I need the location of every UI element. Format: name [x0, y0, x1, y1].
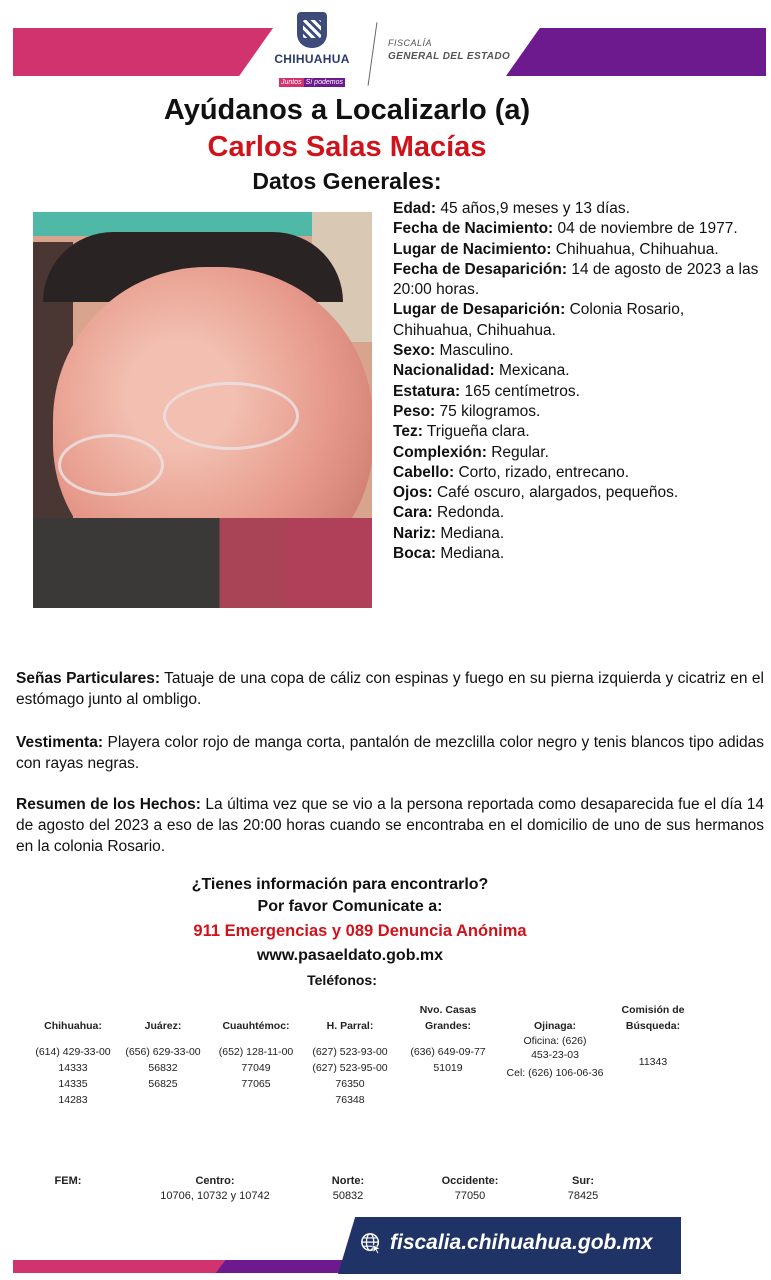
- fem-header: Occidente:: [441, 1175, 499, 1187]
- detail-label: Edad:: [393, 200, 437, 217]
- phone-value: (656) 629-33-00: [125, 1046, 201, 1058]
- shield-icon: [297, 12, 327, 48]
- phone-value: 14335: [58, 1078, 88, 1090]
- column-header: Juárez:: [144, 1020, 182, 1032]
- detail-value: Colonia Rosario, Chihuahua, Chihuahua.: [393, 301, 685, 339]
- logo-name: CHIHUAHUA: [274, 52, 350, 66]
- detail-value: 14 de agosto de 2023 a las 20:00 horas.: [393, 260, 759, 299]
- detail-value: 165 centímetros.: [464, 382, 580, 400]
- contact-question: ¿Tienes información para encontrarlo?: [191, 876, 489, 893]
- column-header: Ojinaga:: [533, 1020, 576, 1032]
- detail-row: [393, 463, 761, 483]
- detail-value: Chihuahua, Chihuahua.: [555, 240, 719, 258]
- detail-value: Redonda.: [436, 504, 505, 522]
- detail-label: Tez:: [393, 423, 423, 441]
- chihuahua-logo: [272, 12, 352, 90]
- fem-header: Sur:: [572, 1175, 594, 1187]
- footer-pink-bar: [13, 1260, 225, 1273]
- detail-label: Ojos:: [393, 484, 433, 502]
- fem-column-occidente: [410, 1174, 530, 1204]
- detail-label: Boca:: [393, 545, 437, 563]
- phone-value: 11343: [638, 1056, 668, 1068]
- slogan-part-1: Juntos: [281, 79, 302, 86]
- fem-column-norte: [288, 1174, 408, 1204]
- detail-row: [393, 341, 761, 361]
- detail-value: Mexicana.: [498, 362, 570, 380]
- detail-row: [393, 240, 761, 260]
- phone-value: (614) 429-33-00: [35, 1046, 111, 1058]
- clothing: [16, 732, 764, 774]
- detail-label: Fecha de Desaparición:: [393, 260, 568, 278]
- detail-row: [393, 219, 761, 239]
- detail-row: [393, 483, 761, 503]
- paragraph-text: La última vez que se vio a la persona reportada como desaparecida fue el día 14 de agosto del 2023 a eso de las 20:00 horas cuando se encontraba en el domicilio de uno de sus hermanos en la colonia Rosario.: [16, 796, 764, 855]
- phone-value: (652) 128-11-00: [218, 1046, 294, 1058]
- detail-row: [393, 260, 761, 301]
- detail-label: Fecha de Nacimiento:: [393, 220, 554, 238]
- phone-value: 14283: [58, 1094, 88, 1106]
- paragraph-label: Vestimenta:: [16, 734, 104, 751]
- fem-header: Centro:: [195, 1175, 235, 1187]
- contact-please: Por favor Comunicate a:: [257, 898, 443, 915]
- phone-value: 77049: [241, 1062, 271, 1074]
- phone-value: 56832: [148, 1062, 178, 1074]
- phone-value: (627) 523-95-00: [312, 1062, 388, 1074]
- detail-value: 75 kilogramos.: [439, 402, 541, 420]
- slogan-part-2: Sí podemos: [305, 79, 343, 86]
- paragraph-text: Tatuaje de una copa de cáliz con espinas y fuego en su pierna izquierda y cicatriz en el estómago junto al ombligo.: [16, 670, 764, 708]
- phone-value: Oficina: (626) 453-23-03: [523, 1035, 587, 1061]
- detail-row: [393, 199, 761, 219]
- phone-column-comision: [603, 1002, 703, 1070]
- column-header: Comisión de Búsqueda:: [621, 1004, 685, 1032]
- general-data-list: [393, 199, 761, 564]
- detail-label: Estatura:: [393, 382, 461, 400]
- column-header: H. Parral:: [326, 1020, 374, 1032]
- detail-row: [393, 503, 761, 523]
- paragraph-text: Playera color rojo de manga corta, pantalón de mezclilla color negro y tenis blancos tipo adidas con rayas negras.: [16, 734, 765, 772]
- detail-row: [393, 300, 761, 341]
- header-divider: [368, 22, 378, 86]
- agency-line-2: GENERAL DEL ESTADO: [388, 51, 511, 62]
- phone-value: 56825: [148, 1078, 178, 1090]
- phone-value: (627) 523-93-00: [312, 1046, 388, 1058]
- fem-column: [8, 1174, 128, 1189]
- person-photo: [33, 212, 372, 608]
- phone-value: (636) 649-09-77: [410, 1046, 486, 1058]
- page-title: Ayúdanos a Localizarlo (a): [163, 94, 531, 126]
- detail-label: Nariz:: [393, 524, 437, 542]
- fem-column-centro: [148, 1174, 282, 1204]
- detail-row: [393, 361, 761, 381]
- globe-cursor-icon: [360, 1232, 382, 1254]
- detail-label: Complexión:: [393, 443, 487, 461]
- detail-label: Cabello:: [393, 463, 455, 481]
- header-pink-bar: [13, 28, 273, 76]
- detail-value: Trigueña clara.: [426, 423, 530, 441]
- phone-value: 76350: [335, 1078, 365, 1090]
- column-header: Chihuahua:: [44, 1020, 102, 1032]
- detail-value: Masculino.: [439, 342, 514, 360]
- phone-value: 14333: [58, 1062, 88, 1074]
- fem-value: 10706, 10732 y 10742: [160, 1190, 270, 1202]
- detail-row: [393, 443, 761, 463]
- column-header: Nvo. Casas Grandes:: [419, 1004, 477, 1032]
- detail-value: Mediana.: [440, 545, 505, 563]
- phone-column-ojinaga: [500, 1010, 610, 1080]
- phone-column-casas-grandes: [398, 1002, 498, 1076]
- agency-line-1: FISCALÍA: [388, 38, 433, 48]
- detail-row: [393, 422, 761, 442]
- distinguishing-marks: [16, 668, 764, 710]
- fem-header: Norte:: [331, 1175, 365, 1187]
- website-link[interactable]: www.pasaeldato.gob.mx: [256, 947, 444, 964]
- phone-column-juarez: [113, 1002, 213, 1092]
- slogan: [279, 79, 345, 86]
- phone-value: 77065: [241, 1078, 271, 1090]
- fem-value: 77050: [454, 1190, 486, 1202]
- detail-label: Sexo:: [393, 342, 436, 360]
- section-title: Datos Generales:: [252, 168, 442, 194]
- footer-purple-bar: [216, 1260, 346, 1273]
- phone-value: 76348: [335, 1094, 365, 1106]
- paragraph-label: Resumen de los Hechos:: [16, 796, 201, 813]
- phone-column-chihuahua: [23, 1002, 123, 1108]
- paragraph-label: Señas Particulares:: [16, 670, 160, 687]
- footer-url-link[interactable]: fiscalia.chihuahua.gob.mx: [390, 1231, 653, 1254]
- detail-value: Café oscuro, alargados, pequeños.: [436, 484, 679, 502]
- detail-label: Nacionalidad:: [393, 362, 495, 380]
- detail-row: [393, 402, 761, 422]
- phone-value: 51019: [433, 1062, 463, 1074]
- fem-value: 78425: [567, 1190, 599, 1202]
- detail-row: [393, 524, 761, 544]
- detail-label: Lugar de Nacimiento:: [393, 240, 552, 258]
- detail-label: Peso:: [393, 402, 436, 420]
- person-name: Carlos Salas Macías: [207, 131, 487, 163]
- fem-header: FEM:: [54, 1175, 82, 1187]
- logo-subtitle: [272, 66, 352, 71]
- summary-of-facts: [16, 794, 764, 857]
- header-purple-bar: [506, 28, 766, 76]
- fem-column-sur: [523, 1174, 643, 1204]
- column-header: Cuauhtémoc:: [222, 1020, 290, 1032]
- detail-value: Regular.: [491, 443, 549, 461]
- detail-value: Corto, rizado, entrecano.: [458, 463, 630, 481]
- detail-row: [393, 382, 761, 402]
- emergency-numbers: 911 Emergencias y 089 Denuncia Anónima: [193, 922, 527, 940]
- phones-label: Teléfonos:: [307, 972, 377, 988]
- detail-row: [393, 544, 761, 564]
- detail-value: Mediana.: [440, 524, 505, 542]
- phone-column-cuauhtemoc: [206, 1002, 306, 1092]
- detail-value: 04 de noviembre de 1977.: [557, 220, 738, 238]
- fem-value: 50832: [332, 1190, 364, 1202]
- detail-value: 45 años,9 meses y 13 días.: [440, 200, 630, 217]
- phone-column-parral: [300, 1002, 400, 1108]
- phone-value: Cel: (626) 106-06-36: [506, 1067, 604, 1079]
- detail-label: Lugar de Desaparición:: [393, 301, 566, 319]
- detail-label: Cara:: [393, 504, 433, 522]
